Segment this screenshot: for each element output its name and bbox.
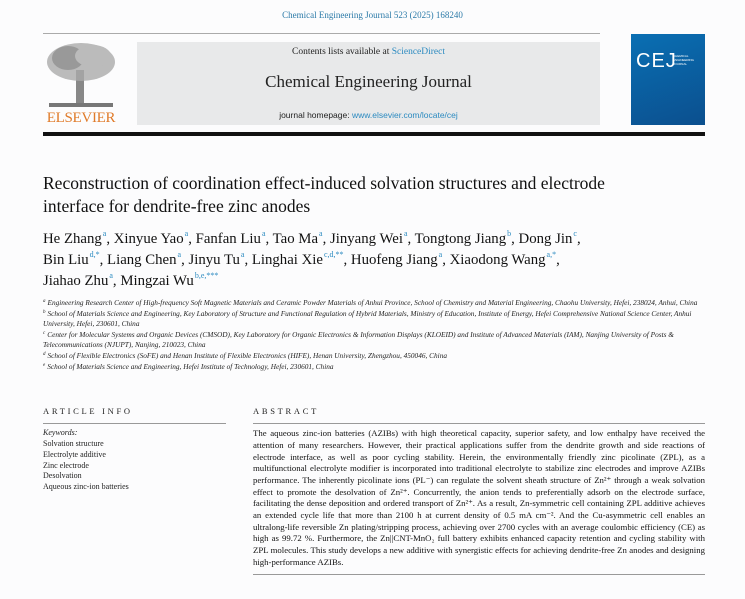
author-affiliation-marker[interactable]: a — [319, 229, 323, 238]
journal-banner — [137, 42, 600, 125]
author-entry: Fanfan Liu$^a$, — [195, 229, 270, 247]
author[interactable]: Jinyu Tu — [188, 252, 240, 268]
author[interactable]: Linghai Xie — [251, 252, 323, 268]
affiliation-key: a — [43, 299, 46, 304]
tree-icon — [43, 42, 119, 108]
homepage-label: journal homepage: — [279, 110, 352, 120]
author[interactable]: Tongtong Jiang — [414, 231, 507, 247]
author-entry: Liang Chen$^a$, — [107, 250, 185, 268]
journal-name: Chemical Engineering Journal — [265, 72, 472, 91]
keyword: Aqueous zinc-ion batteries — [43, 482, 129, 492]
author-affiliation-marker[interactable]: a — [438, 250, 443, 259]
keyword: Solvation structure — [43, 438, 104, 448]
author-entry: Jinyu Tu$^a$, — [188, 250, 249, 268]
publisher-logo-text: ELSEVIER — [46, 110, 116, 126]
homepage-link[interactable]: www.elsevier.com/locate/cej — [351, 110, 458, 120]
journal-cover[interactable] — [631, 34, 705, 125]
keyword: Desolvation — [43, 471, 82, 481]
article-body-columns — [43, 406, 705, 582]
author-affiliation-marker[interactable]: a — [261, 229, 266, 238]
author-list — [43, 229, 705, 292]
affiliation-key: e — [43, 362, 46, 368]
author-affiliation-marker[interactable]: a — [240, 250, 245, 259]
author[interactable]: Jiahao Zhu — [43, 273, 109, 289]
author[interactable]: Huofeng Jiang — [350, 252, 438, 268]
affiliation — [43, 351, 705, 362]
abstract-text: The aqueous zinc-ion batteries (AZIBs) with high theoretical capacity, superior safety, and low enthalpy have received the attention of many researchers. However, their practical applications suffer from the dendrite growth and side reactions of electrode interface, as well as poor cycling stability. Herein, the environmentally friendly zinc picolinate (ZPL), as a multifunctional electrolyte modifier is incorporated into traditional electrolyte to stabilize zinc electrodes and improve AZIBs performance. The inherently picolinate ions (PL⁻) can regulate the solvent sheath structure of Zn²⁺ through a weak solvation effect to promote the desolvation of Zn²⁺. Concurrently, the anion tends to preferentially adsorb on the electrode surface, facilitating the dense deposition and ordered transport of Zn²⁺. As a result, Zn-symmetric cell containing ZPL additive achieves an extended cycle life that more than 2100 h at current density of 0.5 mA cm⁻². And the Cu-asymmetric cell enables an ultralong-life reversible Zn plating/stripping process, achieving over 2700 cycles with an average coulombic efficiency (CE) as high as 99.72 %. Furthermore, the Zn||CNT-MnO₂ full battery exhibits enhanced capacity retention and cycling stability with ZPL molecules. This study develops a new additive with synergistic effects for achieving dendrite-free Zn anodes and designing high-performance AZIBs. — [253, 428, 705, 574]
author-entry: Linghai Xie$^{c,d,**}$, — [251, 250, 348, 268]
affiliation-list — [43, 298, 705, 372]
affiliation-key: b — [43, 309, 46, 315]
author[interactable]: He Zhang — [43, 231, 102, 247]
affiliation-text: Engineering Research Center of High-frequency Soft Magnetic Materials and Ceramic Powder Materials of Anhui Province, School of Chemistry and Material Engineering, Chaohu University, Hefei, 238024, Anhui, China — [47, 298, 698, 307]
author[interactable]: Tao Ma — [272, 231, 319, 247]
author-entry: Xinyue Yao$^a$, — [113, 229, 192, 247]
author[interactable]: Xiaodong Wang — [449, 252, 546, 268]
affiliation-text: School of Flexible Electronics (SoFE) and Henan Institute of Flexible Electronics (HIFE), Henan University, Zhengzhou, 450046, China — [47, 350, 447, 360]
author-affiliation-marker[interactable]: b,e,*** — [194, 271, 219, 280]
affiliation — [43, 330, 705, 351]
author-affiliation-marker[interactable]: b — [507, 229, 512, 238]
author-entry: Jiahao Zhu$^a$, — [43, 271, 117, 289]
journal-citation[interactable]: Chemical Engineering Journal 523 (2025) 168240 — [282, 10, 463, 20]
author-affiliation-marker[interactable]: d,* — [89, 250, 100, 259]
affiliation-text: School of Materials Science and Engineering, Key Laboratory of Structure and Functional Regulation of Hybrid Materials, Ministry of Education, Institute of Energy, Hefei Comprehensive National Science Center, Anhui University, Hefei, 230601, China — [43, 308, 692, 329]
affiliation-text: School of Materials Science and Engineering, Hefei Institute of Technology, Hefei, 230601, China — [47, 361, 334, 371]
author-affiliation-marker[interactable]: a,* — [546, 250, 557, 259]
author-affiliation-marker[interactable]: c,d,** — [323, 250, 344, 259]
author-entry: Tao Ma$^a$, — [272, 229, 327, 247]
author-entry: Xiaodong Wang$^{a,*}$, — [449, 250, 560, 268]
keyword: Zinc electrode — [43, 460, 89, 470]
cover-title: CEJ — [636, 50, 677, 72]
author-affiliation-marker[interactable]: a — [177, 250, 182, 259]
article-title: Reconstruction of coordination effect-induced solvation structures and electrode interface for dendrite-free zinc anodes — [43, 173, 605, 216]
author-entry: Tongtong Jiang$^b$, — [414, 229, 515, 247]
header-rule — [43, 132, 705, 136]
affiliation — [43, 298, 705, 309]
article-front-matter — [43, 172, 705, 583]
article-info-column — [43, 406, 226, 574]
author[interactable]: Jinyang Wei — [330, 231, 403, 247]
keywords-list — [43, 428, 226, 493]
divider — [43, 33, 600, 34]
abstract-heading: ABSTRACT — [253, 406, 705, 424]
author-entry: Bin Liu$^{d,*}$, — [43, 250, 104, 268]
author[interactable]: Bin Liu — [43, 252, 89, 268]
affiliation — [43, 309, 705, 330]
author-entry: Jinyang Wei$^a$, — [330, 229, 412, 247]
author[interactable]: Fanfan Liu — [195, 231, 261, 247]
affiliation-key: d — [43, 351, 46, 357]
affiliation-text: Center for Molecular Systems and Organic Devices (CMSOD), Key Laboratory for Organic Electronics & Information Displays (KLOEID) and Institute of Advanced Materials (IAM), Nanjing University of Posts & Telecommunications (NJUPT), Nanjing, 210023, China — [43, 329, 674, 350]
contents-label: Contents lists available at — [291, 47, 392, 57]
keyword: Electrolyte additive — [43, 449, 106, 459]
cover-subtitle: CHEMICAL ENGINEERING JOURNAL — [673, 54, 695, 66]
sciencedirect-link[interactable]: ScienceDirect — [391, 47, 445, 57]
author-entry: He Zhang$^a$, — [43, 229, 111, 247]
author[interactable]: Liang Chen — [107, 252, 177, 268]
affiliation — [43, 362, 705, 373]
contents-line — [137, 46, 600, 58]
author[interactable]: Xinyue Yao — [113, 231, 184, 247]
author-affiliation-marker[interactable]: c — [573, 229, 577, 238]
author-affiliation-marker[interactable]: a — [102, 229, 107, 238]
author-affiliation-marker[interactable]: a — [184, 229, 189, 238]
author[interactable]: Dong Jin — [518, 231, 573, 247]
keywords-heading: Keywords: — [43, 428, 78, 438]
author-entry: Huofeng Jiang$^a$, — [350, 250, 446, 268]
author-affiliation-marker[interactable]: a — [109, 271, 113, 280]
author[interactable]: Mingzai Wu — [120, 273, 194, 289]
abstract-column — [253, 406, 705, 574]
author-affiliation-marker[interactable]: a — [403, 229, 408, 238]
affiliation-key: c — [43, 330, 46, 336]
author-entry: Dong Jin$^c$, — [518, 229, 581, 247]
homepage-line — [137, 110, 600, 121]
elsevier-logo — [43, 42, 119, 128]
article-info-heading: ARTICLE INFO — [43, 406, 226, 424]
author-entry — [120, 273, 218, 289]
